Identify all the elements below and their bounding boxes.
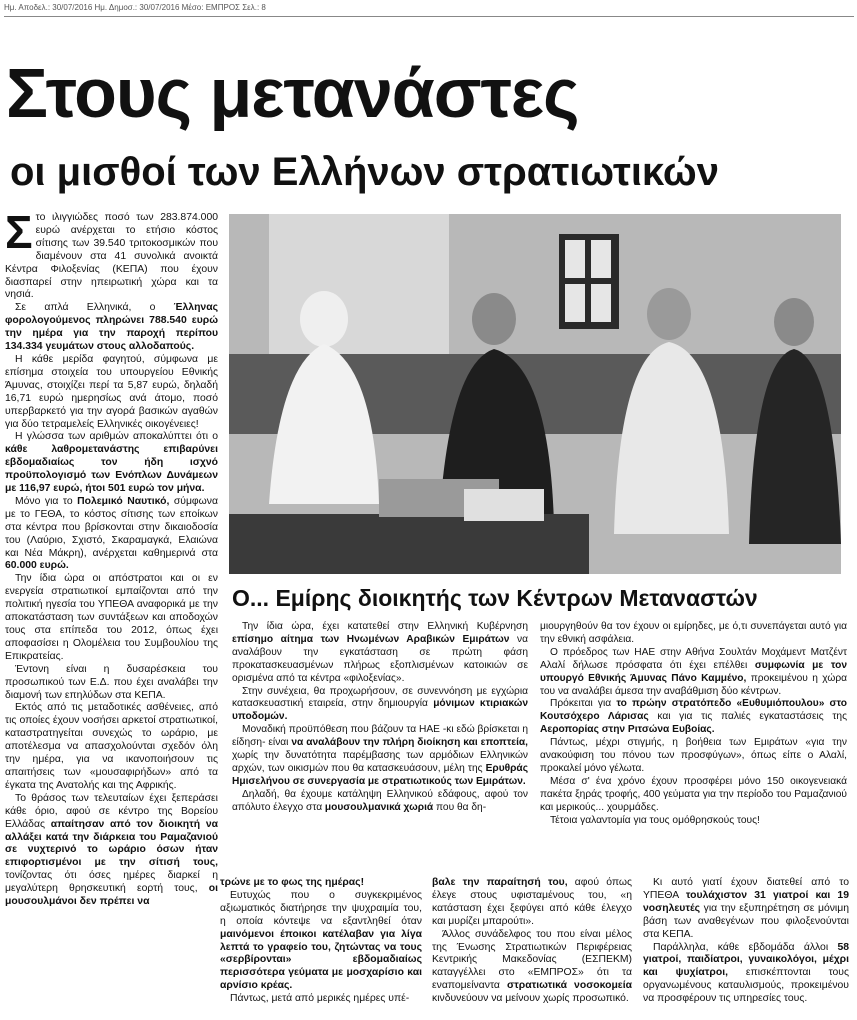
paragraph: Ο πρόεδρος των ΗΑΕ στην Αθήνα Σουλτάν Μοχάμεντ Ματζέντ Αλαλί δήλωσε πρόσφατα ότι έχει επέλθει συμφωνία με τον υπουργό Εθνικής Άμυνας Πάνο Καμμένο, προκειμένου η χώρα του να αναλάβει άμεσα την αναβάθμιση δύο κέντρων. bbox=[540, 646, 848, 697]
paragraph: Σε απλά Ελληνικά, ο Έλληνας φορολογούμενος πληρώνει 788.540 ευρώ την ημέρα για την παροχή περίπου 134.334 γευμάτων στους αλλοδαπούς. bbox=[5, 302, 218, 353]
paragraph: Στην συνέχεια, θα προχωρήσουν, σε συνεννόηση με εγχώρια κατασκευαστική εταιρεία, στην δημιουργία μόνιμων κτιριακών υποδομών. bbox=[232, 685, 528, 723]
headline: Στους μετανάστες bbox=[6, 54, 579, 132]
subheadline: οι μισθοί των Ελλήνων στρατιωτικών bbox=[10, 150, 719, 194]
paragraph: Έντονη είναι η δυσαρέσκεια του προσωπικού των Ε.Δ. που έχει αναλάβει την διαμονή των επηλύδων στα ΚΕΠΑ. bbox=[5, 663, 218, 701]
paragraph: Άλλος συνάδελφος του που είναι μέλος της Ένωσης Στρατιωτικών Περιφέρειας Κεντρικής Μακεδονίας (ΕΣΠΕΚΜ) καταγγέλλει στο «ΕΜΠΡΟΣ» ότι τα εναπομείναντα στρατιωτικά νοσοκομεία κινδυνεύουν να μείνουν χωρίς προσωπικό. bbox=[432, 928, 633, 1005]
paragraph: Η γλώσσα των αριθμών αποκαλύπτει ότι ο κάθε λαθρομετανάστης επιβαρύνει εβδομαδιαίως τον ήδη ισχνό προϋπολογισμό των Ενόπλων Δυνάμεων με 116,97 ευρώ, ήτοι 501 ευρώ τον μήνα. bbox=[5, 431, 218, 495]
paragraph: Τέτοια γαλαντομία για τους ομόθρησκούς τους! bbox=[550, 814, 760, 826]
paragraph: Την ίδια ώρα, έχει κατατεθεί στην Ελληνική Κυβέρνηση επίσημο αίτημα των Ηνωμένων Αραβικών Εμιράτων να αναλάβουν την εγκατάσταση σε πρώτη φάση προκατασκευασμένων πλήρως εξοπλισμένων κατοικιών σε ορισμένα από τα κέντρα «φιλοξενίας». bbox=[232, 621, 528, 684]
paragraph: Ευτυχώς που ο συγκεκριμένος αξιωματικός διατήρησε την ψυχραιμία του, η οποία κόντεψε να εξαντληθεί όταν μαινόμενοι έποικοι κατέλαβαν για λίγα λεπτά το γραφείο του, ζητώντας να τους «σερβίρονται» εβδομαδιαίως περισσότερα γεύματα με μοσχαρίσιο και αρνίσιο κρέας. bbox=[220, 889, 422, 992]
paragraph: βαλε την παραίτησή του, αφού όπως έλεγε στους υφισταμένους του, «η κατάσταση έχει ξεφύγει από κάθε έλεγχο και μυρίζει μπαρούτι». bbox=[432, 877, 632, 927]
paragraph: Το θράσος των τελευταίων έχει ξεπεράσει κάθε όριο, αφού σε κέντρο της Βορείου Ελλάδας απαίτησαν από τον διοικητή να αλλάξει κατά την διάρκεια του Ραμαζανιού σε νυχτερινό το ωράριο όσων ήταν επιφορτισμένοι με την σίτισή τους, τονίζοντας ότι όσες ημέρες διαρκεί η μεγαλύτερη θρησκευτική εορτή τους, οι μουσουλμάνοι δεν πρέπει να bbox=[5, 792, 218, 908]
box-column-right bbox=[540, 621, 847, 828]
box-column-left bbox=[232, 621, 528, 815]
paragraph: Μοναδική προϋπόθεση που βάζουν τα ΗΑΕ -κι εδώ βρίσκεται η είδηση- είναι να αναλάβουν την πλήρη διοίκηση και εποπτεία, χωρίς την δυνατότητα παρέμβασης των αρμόδιων Ελληνικών αρχών, των οικισμών που θα κατασκευάσουν, μέλη της Ερυθράς Ημισελήνου σε συνεργασία με στρατιωτικούς των Εμιράτων. bbox=[232, 724, 529, 787]
paragraph: Την ίδια ώρα οι απόστρατοι και οι εν ενεργεία στρατιωτικοί εμπαίζονται από την πολιτική ηγεσία του ΥΠΕΘΑ αναφορικά με την αποκατάσταση των συντάξεων και αποδοχών τους στα επίπεδα του 2012, όπως έχει αποφασίσει η Ολομέλεια του Συμβουλίου της Επικρατείας. bbox=[5, 573, 218, 662]
paragraph: Μόνο για το Πολεμικό Ναυτικό, σύμφωνα με το ΓΕΘΑ, το κόστος σίτισης των εποίκων στα κέντρα που βρίσκονται στην δικαιοδοσία του (Λαύριο, Σχιστό, Σκαραμαγκά, Ελαιώνα και Νέα Μάκρη), ανέρχεται καθημερινά στα 60.000 ευρώ. bbox=[5, 495, 218, 572]
paragraph: μιουργηθούν θα τον έχουν οι εμίρηδες, με ό,τι συνεπάγεται αυτό για την εθνική ασφάλεια. bbox=[540, 621, 847, 645]
paragraph: Μέσα σ' ένα χρόνο έχουν προσφέρει μόνο 150 οικογενειακά πακέτα ξηράς τροφής, 400 γεύματα για την περίοδο του Ραμαζανιού και μερικούς... χουρμάδες. bbox=[540, 775, 847, 813]
news-photo bbox=[229, 214, 841, 574]
paragraph: Κι αυτό γιατί έχουν διατεθεί από το ΥΠΕΘΑ τουλάχιστον 31 γιατροί και 19 νοσηλευτές για την εξυπηρέτηση σε μόνιμη βάση των αναθεγένων που φιλοξενούνται στα ΚΕΠΑ. bbox=[643, 877, 849, 940]
paragraph: Παράλληλα, κάθε εβδομάδα άλλοι 58 γιατροί, παιδίατροι, γυναικολόγοι, μέχρι και ψυχίατροι, επισκέπτονται τους οργανωμένους καταυλισμούς, προκειμένου να προσφέρουν τις υπηρεσίες τους. bbox=[643, 941, 849, 1005]
bottom-column-2 bbox=[432, 877, 632, 1006]
left-column bbox=[5, 206, 218, 909]
box-title: Ο... Εμίρης διοικητής των Κέντρων Μεταναστών bbox=[232, 585, 758, 611]
paragraph: Στο ιλιγγιώδες ποσό των 283.874.000 ευρώ ανέρχεται το ετήσιο κόστος σίτισης των 39.540 τριτοκοσμικών που διαμένουν στα 41 συνολικά ανοικτά Κέντρα Φιλοξενίας (ΚΕΠΑ) που έχουν διασπαρεί στην ηπειρωτική χώρα και τα νησιά. bbox=[5, 206, 218, 301]
paragraph: Πρόκειται για το πρώην στρατόπεδο «Ευθυμιόπουλου» στο Κουτσόχερο Λάρισας και για τις παλιές εγκαταστάσεις της Αεροπορίας στην Ριτσώνα Ευβοίας. bbox=[540, 698, 847, 736]
paragraph: Δηλαδή, θα έχουμε κατάληψη Ελληνικού εδάφους, αφού τον απόλυτο έλεγχο στα μουσουλμανικά χωριά που θα δη- bbox=[232, 788, 528, 813]
dropcap: Σ bbox=[5, 206, 33, 258]
header-rule bbox=[4, 16, 854, 17]
bottom-column-3 bbox=[643, 877, 849, 1006]
paragraph: Η κάθε μερίδα φαγητού, σύμφωνα με επίσημα στοιχεία του υπουργείου Εθνικής Άμυνας, στοιχίζει περί τα 5,87 ευρώ, δηλαδή 16,71 ευρώ ημερησίως ανά άτομο, ποσό υπερβαρκετό για την αγορά βασικών αγαθών για δύο τετραμελείς Ελληνικές οικογένειες! bbox=[5, 353, 218, 430]
paragraph: τρώνε με το φως της ημέρας! bbox=[220, 877, 365, 888]
paragraph: Πάντως, μετά από μερικές ημέρες υπέ- bbox=[230, 993, 410, 1005]
bottom-column-1 bbox=[220, 877, 422, 1006]
paragraph: Πάντως, μέχρι στιγμής, η βοήθεια των Εμιράτων «για την ανακούφιση του πόνου των προσφύγων», όπως είπε ο Αλαλί, προκαλεί μόνο γέλωτα. bbox=[540, 737, 847, 774]
paragraph: Εκτός από τις μεταδοτικές ασθένειες, από τις οποίες έχουν νοσήσει αρκετοί στρατιωτικοί, καταστρατηγείται συνεχώς το ωράριο, με αποτέλεσμα να απασχολούνται σχεδόν όλη την ημέρα, για να ικανοποιήσουν τις απαιτήσεις των «μουσαφιρήδων» από τα έγκατα της Ανατολής και της Αφρικής. bbox=[5, 702, 218, 791]
clipping-meta: Ημ. Αποδελ.: 30/07/2016 Ημ. Δημοσ.: 30/07/2016 Μέσο: ΕΜΠΡΟΣ Σελ.: 8 bbox=[4, 3, 266, 12]
